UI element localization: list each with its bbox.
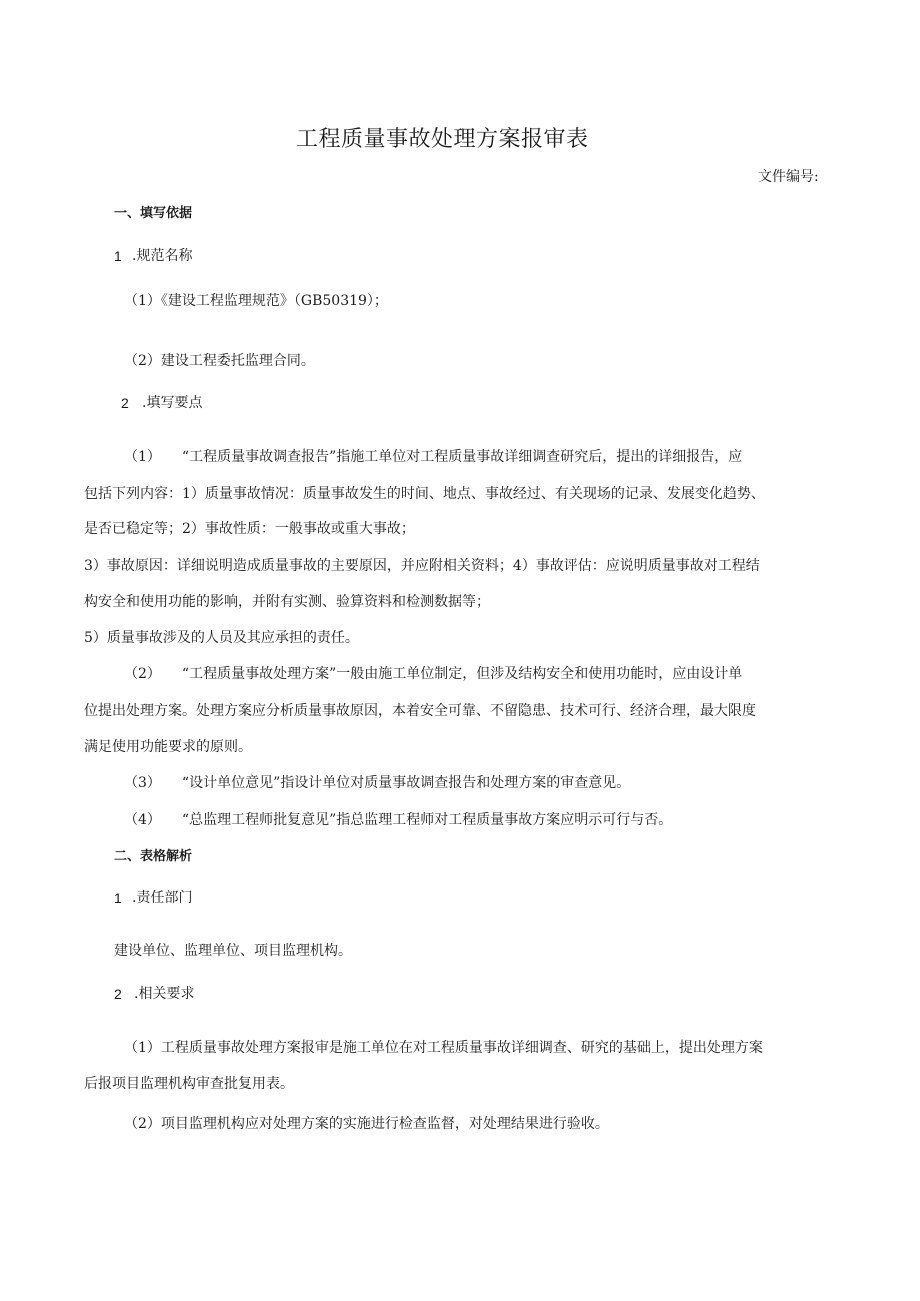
paragraph: （3） “设计单位意见”指设计单位对质量事故调查报告和处理方案的审查意见。 [124,775,631,791]
paragraph-line: 满足使用功能要求的原则。 [84,739,252,755]
paragraph: （2）建设工程委托监理合同。 [124,353,315,369]
item-heading: .规范名称 [132,248,193,264]
section1-heading: 一、填写依据 [114,206,193,221]
paragraph: （4） “总监理工程师批复意见”指总监理工程师对工程质量事故方案应明示可行与否。 [124,812,673,828]
paragraph-line: 构安全和使用功能的影响，并附有实测、验算资料和检测数据等； [84,594,490,610]
section2-heading: 二、表格解析 [114,849,193,864]
item-number: 1 [114,890,122,906]
paragraph-line: 包括下列内容：1）质量事故情况：质量事故发生的时间、地点、事故经过、有关现场的记录、发展变化趋势、 [84,486,765,502]
paragraph-line: 是否已稳定等；2）事故性质：一般事故或重大事故； [84,521,415,537]
paragraph-line: （2） “工程质量事故处理方案”一般由施工单位制定，但涉及结构安全和使用功能时，应由设计单 [124,666,743,682]
paragraph: （2）项目监理机构应对处理方案的实施进行检查监督，对处理结果进行验收。 [124,1116,609,1132]
item-heading: .相关要求 [134,986,195,1002]
paragraph: 建设单位、监理单位、项目监理机构。 [114,943,352,959]
file-number-label: 文件编号: [758,169,819,185]
item-number: 1 [114,248,122,264]
paragraph-line: （1） “工程质量事故调查报告”指施工单位对工程质量事故详细调查研究后，提出的详细报告，应 [124,449,743,465]
item-heading: .填写要点 [142,395,203,411]
paragraph-line: 5）质量事故涉及的人员及其应承担的责任。 [84,630,359,646]
paragraph: （1）《建设工程监理规范》（GB50319）； [124,293,388,309]
page-title: 工程质量事故处理方案报审表 [296,127,589,152]
paragraph-line: 后报项目监理机构审查批复用表。 [84,1076,294,1092]
item-number: 2 [121,395,129,411]
paragraph-line: （1）工程质量事故处理方案报审是施工单位在对工程质量事故详细调查、研究的基础上，提出处理方案 [124,1040,763,1056]
paragraph-line: 位提出处理方案。处理方案应分析质量事故原因，本着安全可靠、不留隐患、技术可行、经济合理，最大限度 [84,703,756,719]
item-number: 2 [114,986,122,1002]
paragraph-line: 3）事故原因：详细说明造成质量事故的主要原因，并应附相关资料；4）事故评估：应说明质量事故对工程结 [84,558,760,574]
item-heading: .责任部门 [132,890,193,906]
